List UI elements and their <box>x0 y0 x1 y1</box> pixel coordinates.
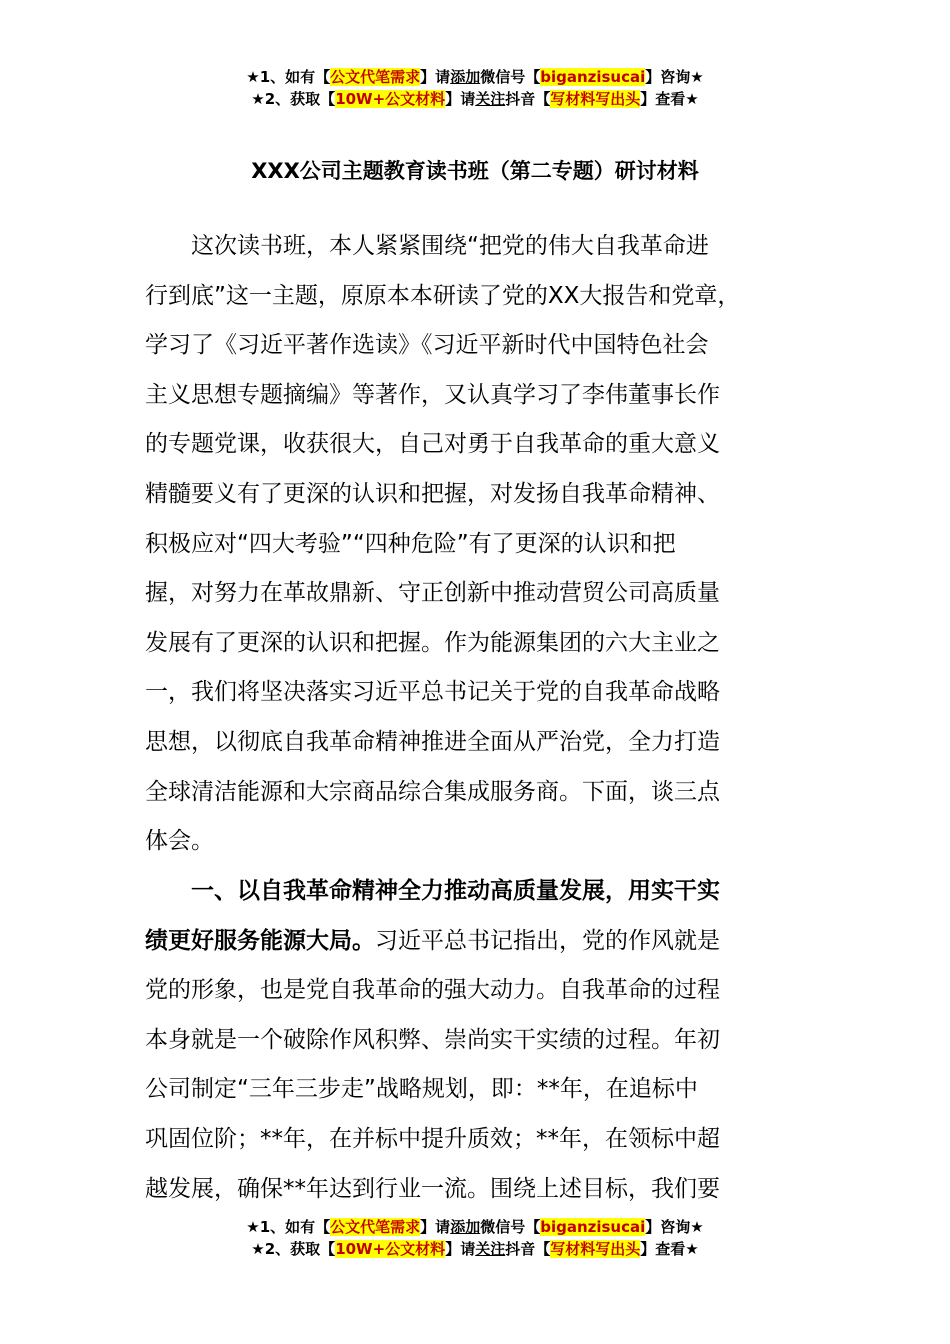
text-line: 公司制定“三年三步走”战略规划，即：**年，在追标中 <box>145 1076 698 1103</box>
text-line: 主义思想专题摘编》等著作，又认真学习了李伟董事长作 <box>145 381 720 408</box>
banner-highlight: 公文代笔需求 <box>330 68 421 86</box>
top-banner <box>0 66 950 110</box>
banner-text: 】咨询★ <box>645 68 704 86</box>
banner-text: 】查看★ <box>640 90 699 108</box>
text-line: 的专题党课，收获很大，自己对勇于自我革命的重大意义 <box>145 431 720 458</box>
banner-text: 】咨询★ <box>645 1218 704 1236</box>
banner-highlight: biganzisucai <box>540 68 646 86</box>
banner-line-1 <box>0 66 950 88</box>
text-line: 体会。 <box>145 828 214 855</box>
banner-line-2 <box>0 1238 950 1260</box>
text-line: 精髓要义有了更深的认识和把握，对发扬自我革命精神、 <box>145 480 720 507</box>
paragraph-intro <box>145 222 825 867</box>
banner-line-2 <box>0 88 950 110</box>
text-line: 一，我们将坚决落实习近平总书记关于党的自我革命战略 <box>145 679 720 706</box>
banner-underline: 添加 <box>450 68 481 86</box>
text-line <box>145 917 825 967</box>
banner-text: ★2、获取【 <box>251 1240 336 1258</box>
text-line: 握，对努力在革故鼎新、守正创新中推动营贸公司高质量 <box>145 580 720 607</box>
banner-highlight: 写材料写出头 <box>550 90 641 108</box>
text-line: 全球清洁能源和大宗商品综合集成服务商。下面，谈三点 <box>145 778 720 805</box>
text-line: 发展有了更深的认识和把握。作为能源集团的六大主业之 <box>145 629 720 656</box>
bottom-banner <box>0 1216 950 1260</box>
text-line: 本身就是一个破除作风积弊、崇尚实干实绩的过程。年初 <box>145 1026 720 1053</box>
text-line: 行到底”这一主题，原原本本研读了党的XX大报告和党章， <box>145 282 741 309</box>
text-line: 巩固位阶；**年，在并标中提升质效；**年，在领标中超 <box>145 1125 720 1152</box>
banner-underline: 关注 <box>475 90 506 108</box>
text-line: 积极应对“四大考验”“四种危险”有了更深的认识和把 <box>145 530 676 557</box>
banner-text: 】请 <box>445 90 476 108</box>
banner-text: 微信号【 <box>480 1218 541 1236</box>
banner-highlight: 10W+公文材料 <box>335 1240 446 1258</box>
banner-underline: 关注 <box>475 1240 506 1258</box>
banner-text: 】请 <box>420 1218 451 1236</box>
text-line: 党的形象，也是党自我革命的强大动力。自我革命的过程 <box>145 977 720 1004</box>
banner-text: 微信号【 <box>480 68 541 86</box>
banner-text: ★1、如有【 <box>246 1218 331 1236</box>
text-line: 越发展，确保**年达到行业一流。围绕上述目标，我们要 <box>145 1175 720 1202</box>
banner-highlight: 写材料写出头 <box>550 1240 641 1258</box>
banner-text: 抖音【 <box>505 1240 551 1258</box>
section-heading-line: 一、以自我革命精神全力推动高质量发展，用实干实 <box>145 878 720 904</box>
banner-line-1 <box>0 1216 950 1238</box>
banner-highlight: 公文代笔需求 <box>330 1218 421 1236</box>
text-run: 习近平总书记指出，党的作风就是 <box>375 927 720 954</box>
paragraph-section-one <box>145 867 825 1214</box>
banner-text: 】请 <box>420 68 451 86</box>
banner-text: ★1、如有【 <box>246 68 331 86</box>
text-line: 思想，以彻底自我革命精神推进全面从严治党，全力打造 <box>145 728 720 755</box>
banner-highlight: biganzisucai <box>540 1218 646 1236</box>
banner-text: ★2、获取【 <box>251 90 336 108</box>
text-line: 学习了《习近平著作选读》《习近平新时代中国特色社会 <box>145 332 709 359</box>
banner-text: 】请 <box>445 1240 476 1258</box>
banner-text: 】查看★ <box>640 1240 699 1258</box>
document-title: XXX公司主题教育读书班（第二专题）研讨材料 <box>251 159 699 183</box>
banner-text: 抖音【 <box>505 90 551 108</box>
text-line: 这次读书班，本人紧紧围绕“把党的伟大自我革命进 <box>145 233 709 259</box>
banner-highlight: 10W+公文材料 <box>335 90 446 108</box>
banner-underline: 添加 <box>450 1218 481 1236</box>
section-heading-end: 绩更好服务能源大局。 <box>145 927 375 954</box>
